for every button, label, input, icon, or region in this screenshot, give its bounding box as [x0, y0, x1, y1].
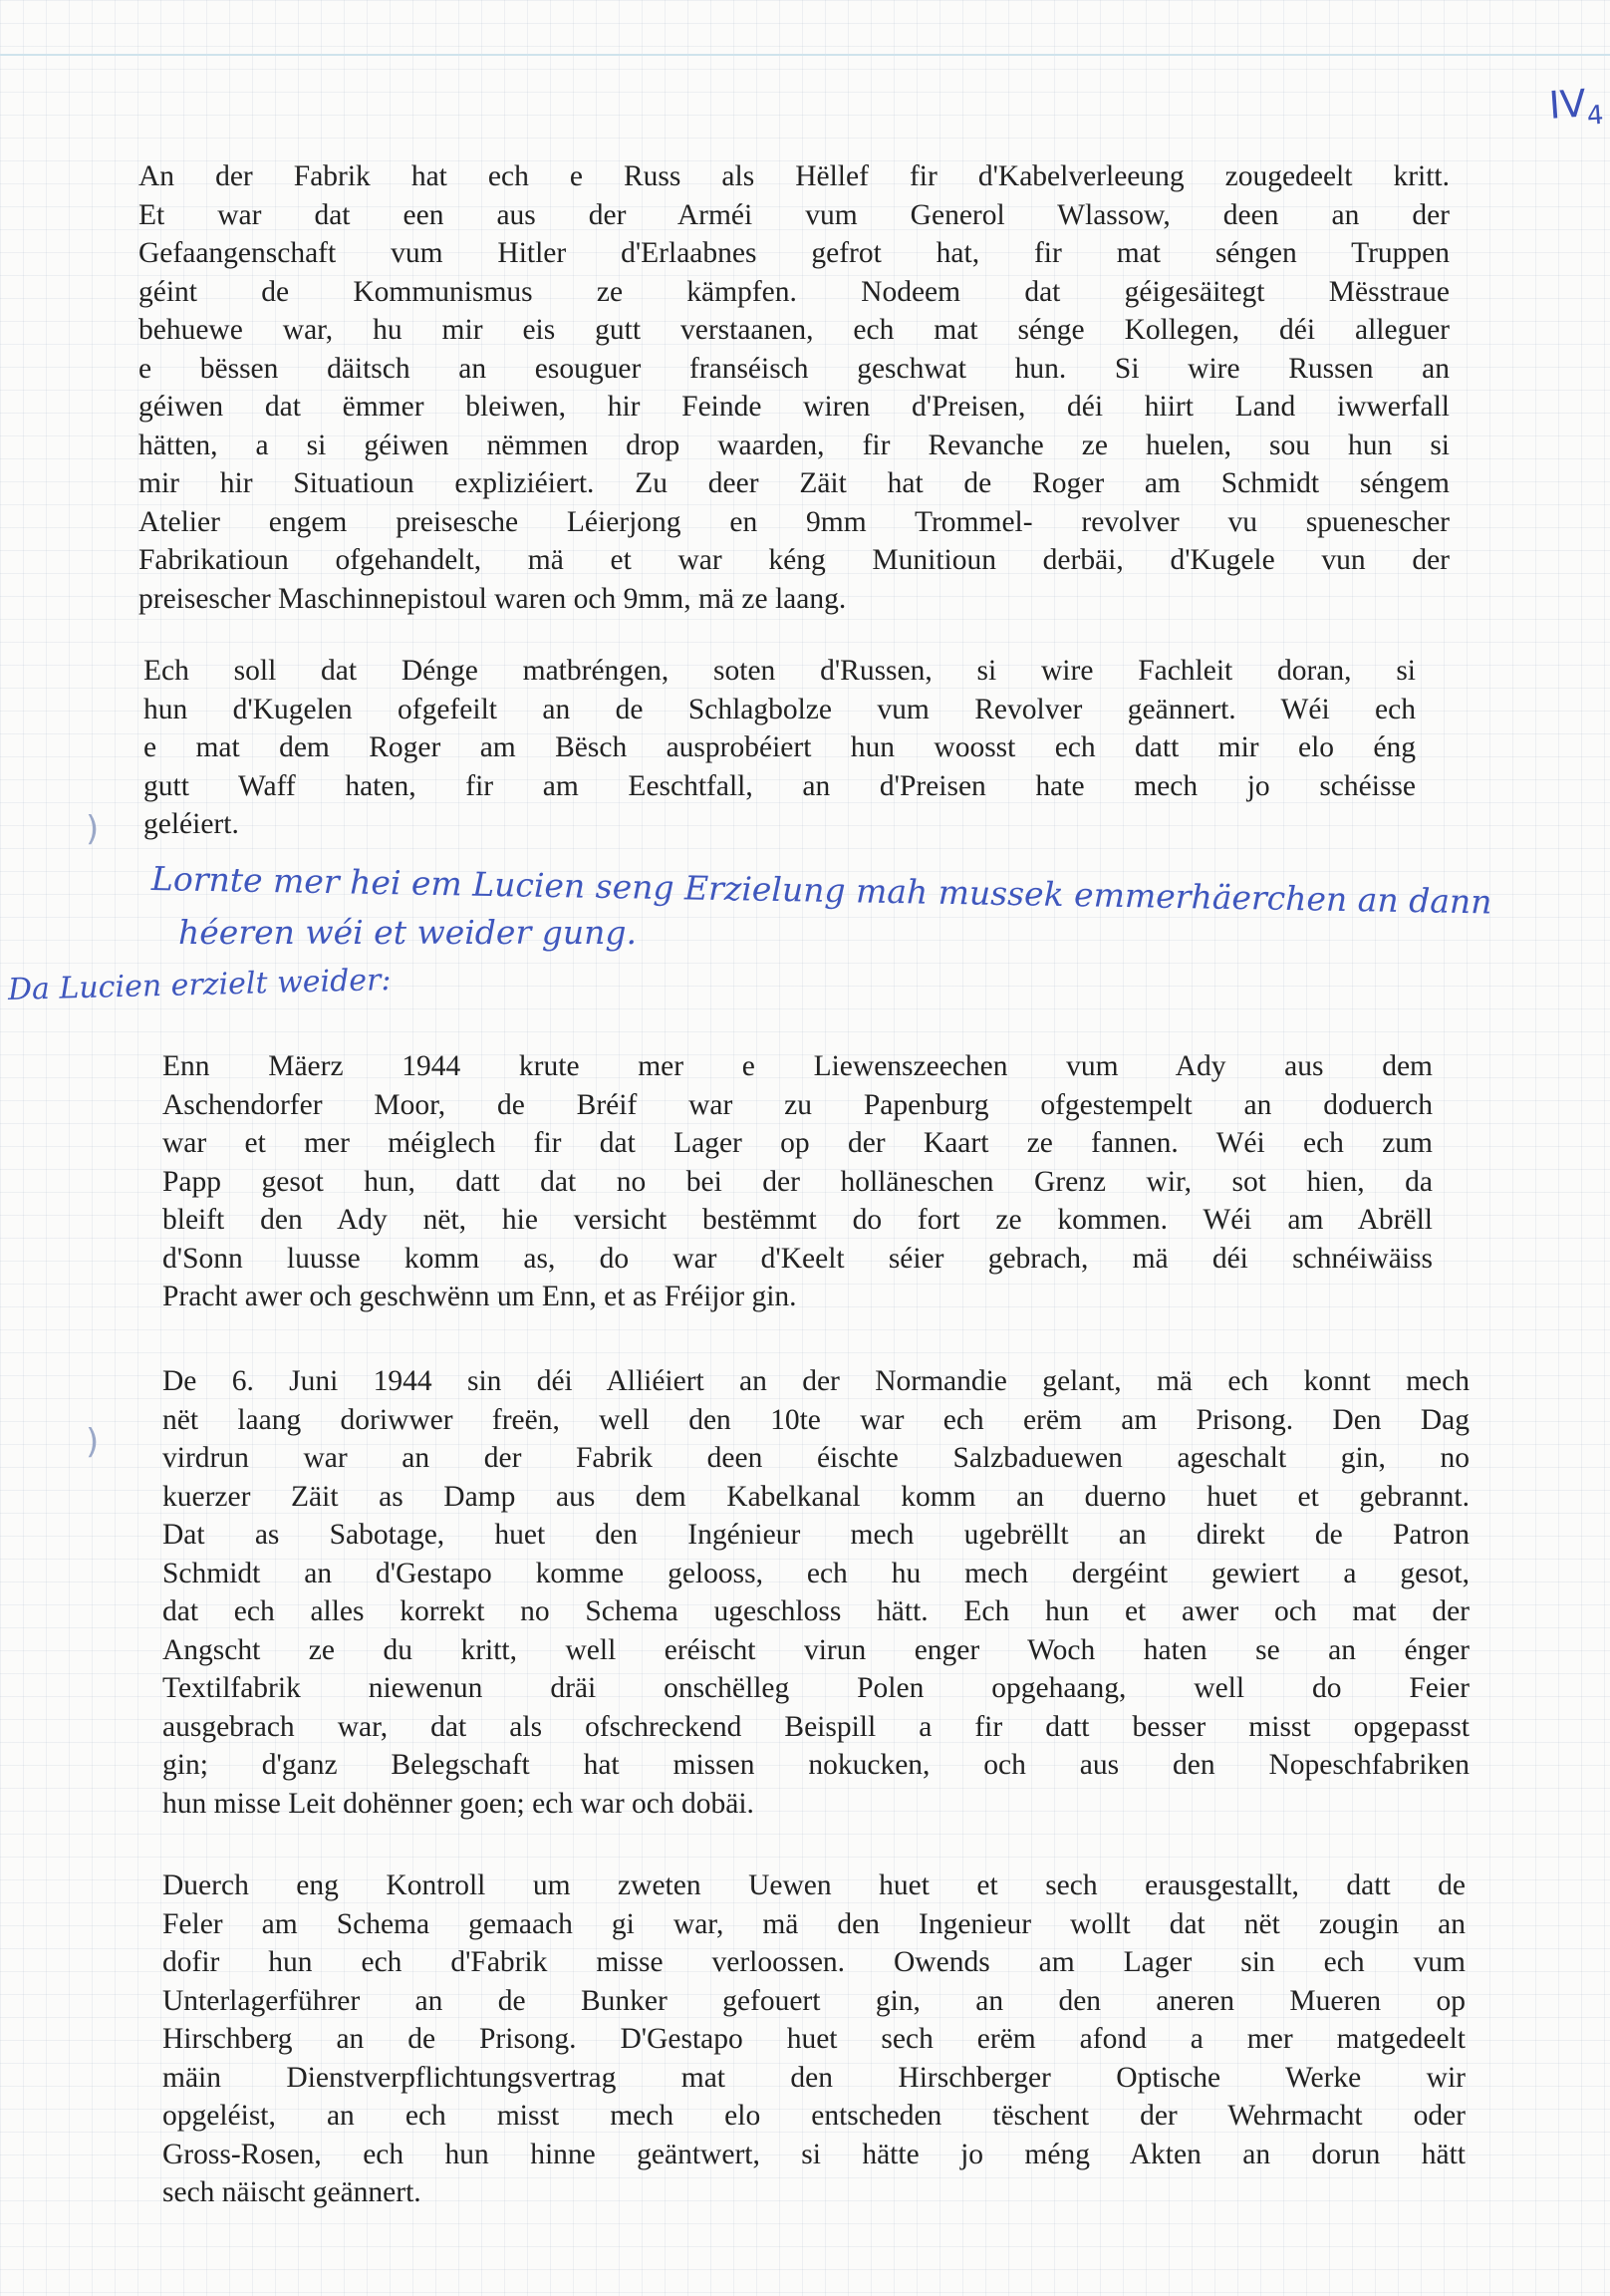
text-line: Atelier engem preisesche Léierjong en 9mm Trommel- revolver vu spuenescher: [138, 505, 1450, 538]
text-line: Gefaangenschaft vum Hitler d'Erlaabnes gefrot hat, fir mat séngen Truppen: [138, 237, 1450, 269]
text-line: mäin Dienstverpflichtungsvertrag mat den Hirschberger Optische Werke wir: [162, 2061, 1466, 2094]
paragraph-5: [162, 1866, 1466, 2212]
text-line: bleift den Ady nët, hie versicht bestëmmt do fort ze kommen. Wéi am Abrëll: [162, 1204, 1433, 1236]
handwritten-note-line-2: héeren wéi et weider gung.: [178, 913, 637, 952]
text-line: dat ech alles korrekt no Schema ugeschloss hätt. Ech hun et awer och mat der: [162, 1595, 1470, 1627]
text-line: Hirschberg an de Prisong. D'Gestapo huet sech erëm afond a mer matgedeelt: [162, 2023, 1466, 2055]
text-line: nët laang doriwwer freën, well den 10te war ech erëm am Prisong. Den Dag: [162, 1403, 1470, 1436]
text-line: Papp gesot hun, datt dat no bei der holläneschen Grenz wir, sot hien, da: [162, 1165, 1433, 1198]
text-line: Pracht awer och geschwënn um Enn, et as Fréijor gin.: [162, 1281, 797, 1312]
paragraph-2: [143, 652, 1416, 844]
text-line: Schmidt an d'Gestapo komme gelooss, ech hu mech dergéint gewiert a gesot,: [162, 1557, 1470, 1589]
text-line: Fabrikatioun ofgehandelt, mä et war kéng Munitioun derbäi, d'Kugele vun der: [138, 544, 1450, 576]
text-line: hun d'Kugelen ofgefeilt an de Schlagbolze vum Revolver geännert. Wéi ech: [143, 693, 1416, 725]
text-line: Ech soll dat Dénge matbréngen, soten d'Russen, si wire Fachleit doran, si: [143, 655, 1416, 687]
paragraph-3: [162, 1047, 1433, 1316]
page-marker-roman: IV: [1547, 81, 1588, 128]
margin-bracket-mark: ): [86, 1422, 100, 1462]
text-line: Duerch eng Kontroll um zweten Uewen huet et sech erausgestallt, datt de: [162, 1869, 1466, 1901]
margin-bracket-mark: ): [86, 809, 100, 849]
text-line: e bëssen däitsch an esouguer franséisch geschwat hun. Si wire Russen an: [138, 352, 1450, 385]
text-line: géiwen dat ëmmer bleiwen, hir Feinde wiren d'Preisen, déi hiirt Land iwwerfall: [138, 391, 1450, 423]
text-line: hun misse Leit dohënner goen; ech war och dobäi.: [162, 1787, 754, 1820]
text-line: d'Sonn luusse komm as, do war d'Keelt séier gebrach, mä déi schnéiwäiss: [162, 1242, 1433, 1275]
text-line: dofir hun ech d'Fabrik misse verloossen. Owends am Lager sin ech vum: [162, 1946, 1466, 1978]
text-line: Unterlagerführer an de Bunker gefouert gin, an den aneren Mueren op: [162, 1984, 1466, 2017]
text-line: gin; d'ganz Belegschaft hat missen nokucken, och aus den Nopeschfabriken: [162, 1749, 1470, 1781]
text-line: gutt Waff haten, fir am Eeschtfall, an d'Preisen hate mech jo schéisse: [143, 769, 1416, 802]
text-line: geléiert.: [143, 808, 239, 840]
text-line: Aschendorfer Moor, de Bréif war zu Papenburg ofgestempelt an doduerch: [162, 1088, 1433, 1121]
text-line: preisescher Maschinnepistoul waren och 9mm, mä ze laang.: [138, 582, 847, 615]
text-line: e mat dem Roger am Bësch ausprobéiert hun woosst ech datt mir elo éng: [143, 731, 1416, 763]
page-number-marker: [1547, 80, 1604, 134]
handwritten-note-line-1: Lornte mer hei em Lucien seng Erzielung mah mussek emmerhäerchen an dann: [150, 859, 1492, 922]
text-line: Et war dat een aus der Arméi vum Generol Wlassow, deen an der: [138, 198, 1450, 231]
text-line: opgeléist, an ech misst mech elo entscheden tëschent der Wehrmacht oder: [162, 2100, 1466, 2132]
text-line: kuerzer Zäit as Damp aus dem Kabelkanal komm an duerno huet et gebrannt.: [162, 1480, 1470, 1513]
text-line: Textilfabrik niewenun dräi onschëlleg Polen opgehaang, well do Feier: [162, 1672, 1470, 1704]
text-line: Angscht ze du kritt, well eréischt virun enger Woch haten se an énger: [162, 1633, 1470, 1666]
text-line: mir hir Situatioun expliziéiert. Zu deer Zäit hat de Roger am Schmidt séngem: [138, 467, 1450, 499]
text-line: géint de Kommunismus ze kämpfen. Nodeem dat géigesäitegt Mësstraue: [138, 275, 1450, 308]
text-line: behuewe war, hu mir eis gutt verstaanen, ech mat sénge Kollegen, déi alleguer: [138, 314, 1450, 346]
top-rule: [0, 54, 1610, 56]
page-marker-sub: 4: [1585, 100, 1605, 132]
text-line: ausgebrach war, dat als ofschreckend Beispill a fir datt besser misst opgepasst: [162, 1710, 1470, 1743]
text-line: war et mer méiglech fir dat Lager op der Kaart ze fannen. Wéi ech zum: [162, 1127, 1433, 1159]
text-line: Feler am Schema gemaach gi war, mä den Ingenieur wollt dat nët zougin an: [162, 1907, 1466, 1940]
text-line: sech näischt geännert.: [162, 2176, 421, 2208]
text-line: virdrun war an der Fabrik deen éischte Salzbaduewen ageschalt gin, no: [162, 1442, 1470, 1474]
paragraph-1: [138, 157, 1450, 618]
text-line: De 6. Juni 1944 sin déi Alliéiert an der Normandie gelant, mä ech konnt mech: [162, 1365, 1470, 1397]
text-line: An der Fabrik hat ech e Russ als Hëllef fir d'Kabelverleeung zougedeelt kritt.: [138, 160, 1450, 192]
text-line: Enn Mäerz 1944 krute mer e Liewenszeechen vum Ady aus dem: [162, 1050, 1433, 1082]
text-line: Gross-Rosen, ech hun hinne geäntwert, si hätte jo méng Akten an dorun hätt: [162, 2138, 1466, 2170]
text-line: Dat as Sabotage, huet den Ingénieur mech ugebrëllt an direkt de Patron: [162, 1519, 1470, 1551]
text-line: hätten, a si géiwen nëmmen drop waarden, fir Revanche ze huelen, sou hun si: [138, 429, 1450, 461]
paragraph-4: [162, 1362, 1470, 1823]
handwritten-note-line-3: Da Lucien erzielt weider:: [7, 962, 392, 1007]
